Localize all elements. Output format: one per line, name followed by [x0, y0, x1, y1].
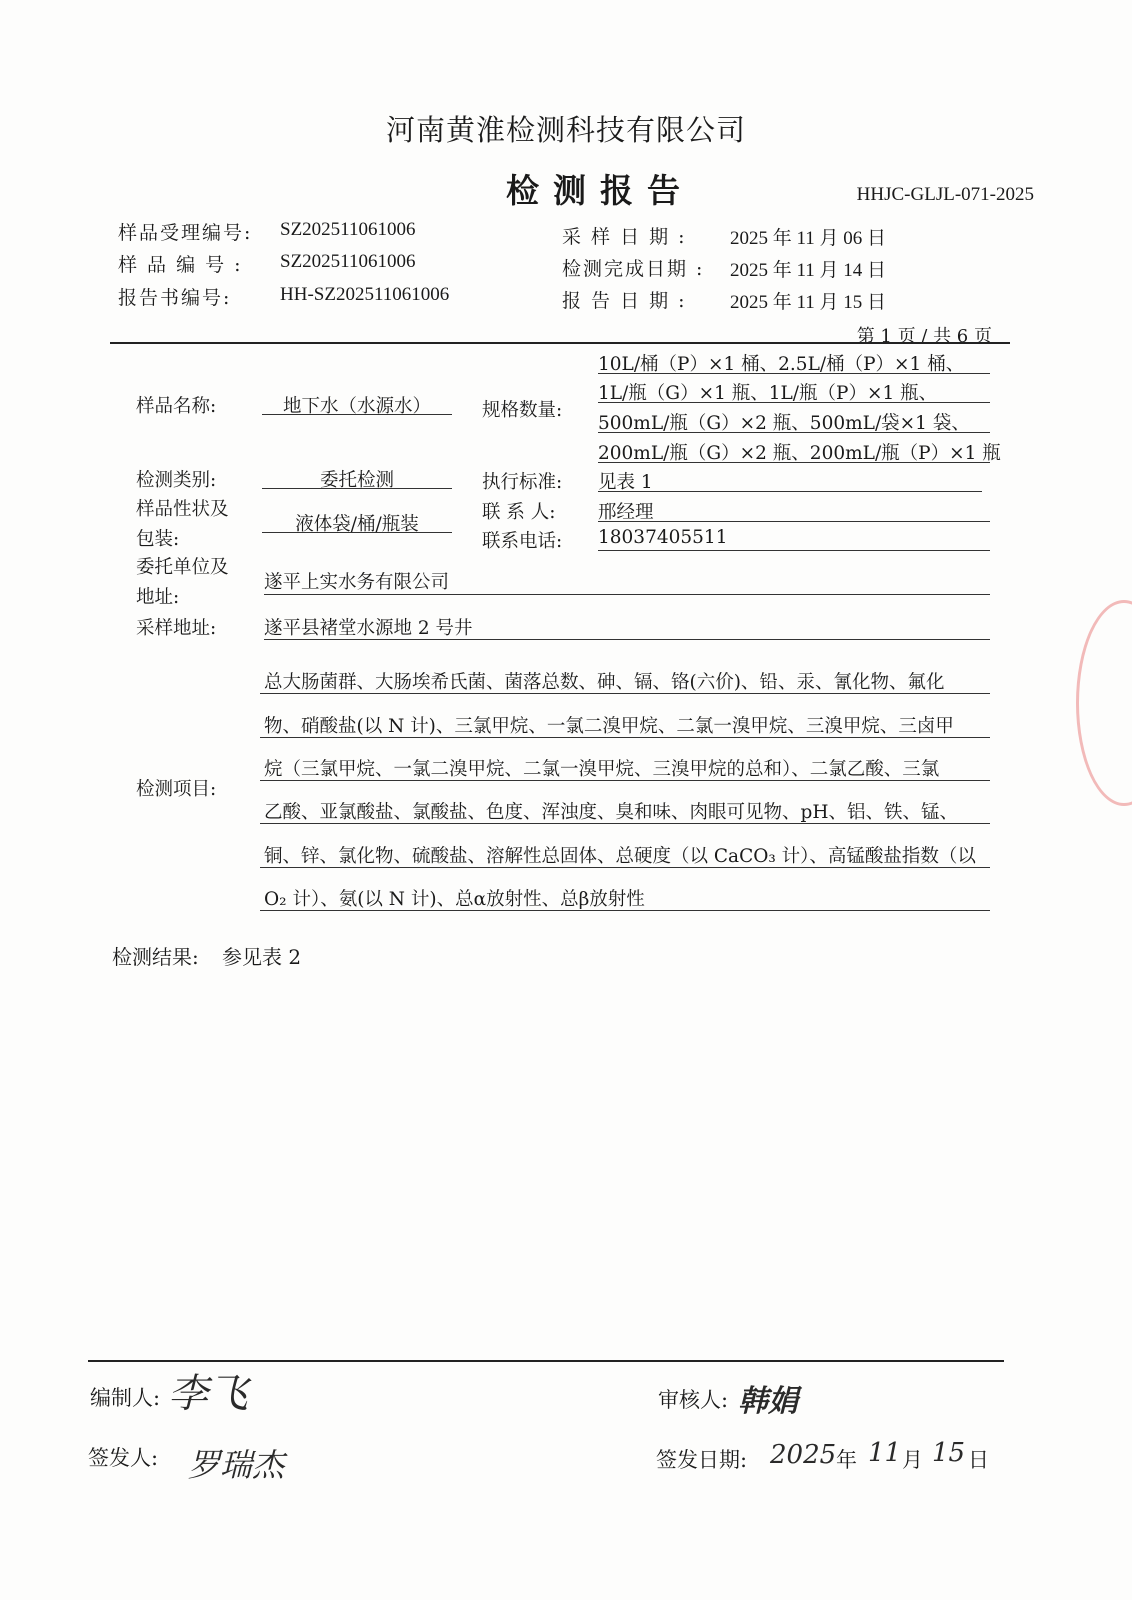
- items-underline-6: [260, 910, 990, 911]
- client-underline: [264, 594, 990, 595]
- company-name: 河南黄淮检测科技有限公司: [385, 113, 746, 147]
- items-underline-1: [260, 693, 990, 694]
- client-label-1: 委托单位及: [136, 557, 229, 578]
- standard-underline: [598, 491, 982, 492]
- prepared-label: 编制人:: [90, 1386, 161, 1410]
- issue-day: 15: [932, 1438, 966, 1468]
- items-underline-4: [260, 823, 990, 824]
- sample-no-label: 样 品 编 号 :: [118, 254, 243, 276]
- items-line-1: 总大肠菌群、大肠埃希氏菌、菌落总数、砷、镉、铬(六价)、铅、汞、氰化物、氟化: [264, 672, 945, 693]
- spec-line-3: 500mL/瓶（G）×2 瓶、500mL/袋×1 袋、: [598, 413, 970, 434]
- phone-label: 联系电话:: [482, 531, 563, 552]
- items-label: 检测项目:: [136, 779, 217, 800]
- issued-label: 签发人:: [88, 1446, 159, 1470]
- sample-state: 液体袋/桶/瓶装: [295, 514, 419, 535]
- issue-date-label: 签发日期:: [656, 1448, 748, 1472]
- spec-underline-3: [598, 432, 990, 433]
- items-line-4: 乙酸、亚氯酸盐、氯酸盐、色度、浑浊度、臭和味、肉眼可见物、pH、铝、铁、锰、: [264, 802, 958, 823]
- complete-date: 2025 年 11 月 14 日: [730, 260, 887, 281]
- sampling-date-label: 采 样 日 期 :: [562, 226, 687, 248]
- sample-name: 地下水（水源水）: [282, 396, 431, 417]
- complete-date-label: 检测完成日期 :: [562, 258, 705, 280]
- client-label-2: 地址:: [136, 587, 180, 608]
- category-label: 检测类别:: [136, 470, 217, 491]
- spec-underline-2: [598, 402, 990, 403]
- items-line-3: 烷（三氯甲烷、一氯二溴甲烷、二氯一溴甲烷、三溴甲烷的总和）、二氯乙酸、三氯: [264, 759, 940, 780]
- issue-year: 2025: [770, 1440, 837, 1470]
- standard-label: 执行标准:: [482, 472, 563, 493]
- spec-line-4: 200mL/瓶（G）×2 瓶、200mL/瓶（P）×1 瓶: [598, 443, 1001, 464]
- sample-no: SZ202511061006: [280, 251, 416, 272]
- sample-name-underline: [262, 414, 452, 415]
- report-date: 2025 年 11 月 15 日: [730, 292, 887, 313]
- report-date-label: 报 告 日 期 :: [562, 290, 687, 312]
- standard: 见表 1: [598, 472, 653, 493]
- items-underline-3: [260, 780, 990, 781]
- issue-day-unit: 日: [968, 1448, 989, 1472]
- contact-underline: [598, 521, 990, 522]
- reviewed-signature: 韩娟: [738, 1384, 798, 1419]
- spec-label: 规格数量:: [482, 400, 563, 421]
- result-label: 检测结果:: [112, 945, 199, 969]
- phone: 18037405511: [598, 527, 728, 548]
- items-underline-5: [260, 867, 990, 868]
- contact-label: 联 系 人:: [482, 502, 556, 523]
- report-no-label: 报告书编号:: [118, 287, 232, 309]
- state-label-1: 样品性状及: [136, 499, 229, 520]
- client: 遂平上实水务有限公司: [264, 572, 450, 593]
- site: 遂平县褚堂水源地 2 号井: [264, 618, 473, 639]
- receipt-no: SZ202511061006: [280, 219, 416, 240]
- items-line-6: O₂ 计）、氨(以 N 计)、总α放射性、总β放射性: [264, 889, 645, 910]
- site-underline: [264, 639, 990, 640]
- state-label-2: 包装:: [136, 529, 180, 550]
- sampling-date: 2025 年 11 月 06 日: [730, 228, 887, 249]
- page-info: 第 1 页 / 共 6 页: [856, 326, 992, 347]
- contact: 邢经理: [598, 502, 654, 523]
- phone-underline: [598, 550, 990, 551]
- items-line-5: 铜、锌、氯化物、硫酸盐、溶解性总固体、总硬度（以 CaCO₃ 计）、高锰酸盐指数（以: [264, 846, 976, 867]
- category: 委托检测: [319, 470, 394, 491]
- report-title: 检测报告: [506, 171, 694, 210]
- report-no: HH-SZ202511061006: [280, 284, 450, 305]
- spec-underline-4: [598, 462, 990, 463]
- company-seal-stamp: [1076, 600, 1132, 806]
- sample-name-label: 样品名称:: [136, 396, 217, 417]
- receipt-no-label: 样品受理编号:: [118, 222, 253, 244]
- items-line-2: 物、硝酸盐(以 N 计)、三氯甲烷、一氯二溴甲烷、二氯一溴甲烷、三溴甲烷、三卤甲: [264, 716, 954, 737]
- result: 参见表 2: [222, 945, 302, 969]
- spec-line-2: 1L/瓶（G）×1 瓶、1L/瓶（P）×1 瓶、: [598, 383, 938, 404]
- document-number: HHJC-GLJL-071-2025: [856, 184, 1034, 205]
- items-underline-2: [260, 737, 990, 738]
- issued-signature: 罗瑞杰: [188, 1446, 285, 1484]
- reviewed-label: 审核人:: [658, 1388, 729, 1412]
- issue-month: 11: [868, 1438, 902, 1468]
- top-divider: [110, 342, 1010, 344]
- state-underline: [262, 532, 452, 533]
- category-underline: [262, 488, 452, 489]
- spec-line-1: 10L/桶（P）×1 桶、2.5L/桶（P）×1 桶、: [598, 354, 965, 375]
- prepared-signature: 李飞: [168, 1371, 248, 1417]
- spec-underline-1: [598, 373, 990, 374]
- site-label: 采样地址:: [136, 618, 217, 639]
- issue-year-unit: 年: [836, 1448, 857, 1472]
- issue-month-unit: 月: [902, 1448, 923, 1472]
